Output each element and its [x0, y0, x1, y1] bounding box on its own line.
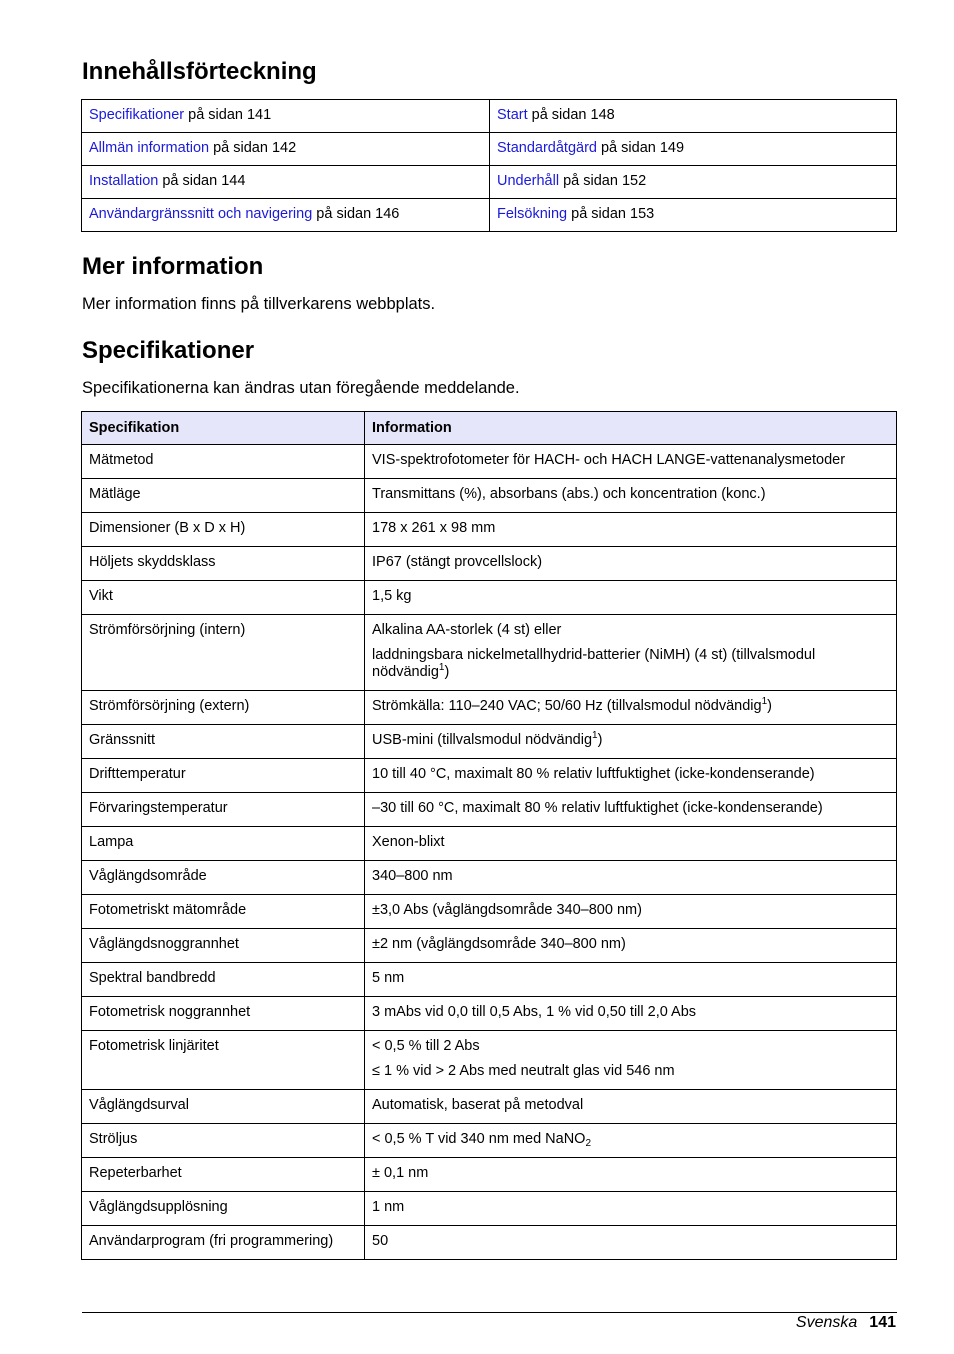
table-row [82, 1031, 897, 1090]
toc-page-ref: på sidan 152 [559, 173, 647, 190]
table-row [82, 1124, 897, 1158]
spec-info-cell [365, 1158, 897, 1192]
spec-info-cell [365, 691, 897, 725]
spec-info-text: ≤ 1 % vid > 2 Abs med neutralt glas vid 546 nm [372, 1063, 675, 1079]
specifications-table [81, 411, 897, 1260]
spec-name-cell: Våglängdsnoggrannhet [82, 929, 365, 963]
spec-info-text: ±2 nm (våglängdsområde 340–800 nm) [372, 936, 626, 952]
table-row [82, 759, 897, 793]
spec-info-cell [365, 997, 897, 1031]
spec-info-text: Strömkälla: 110–240 VAC; 50/60 Hz (tillvalsmodul nödvändig [372, 698, 762, 714]
spec-name-cell: Ströljus [82, 1124, 365, 1158]
spec-name-cell: Våglängdsurval [82, 1090, 365, 1124]
footnote-marker: 1 [761, 696, 768, 707]
spec-info-text: 50 [372, 1233, 389, 1249]
toc-row [82, 166, 897, 199]
spec-info-line [372, 936, 889, 953]
spec-name-cell: Förvaringstemperatur [82, 793, 365, 827]
spec-info-line [372, 1233, 889, 1250]
spec-info-cell [365, 1090, 897, 1124]
spec-info-text: Transmittans (%), absorbans (abs.) och koncentration (konc.) [372, 486, 766, 502]
spec-info-text: ± 0,1 nm [372, 1165, 429, 1181]
spec-info-cell [365, 615, 897, 691]
footer-language: Svenska [795, 1314, 858, 1331]
table-row [82, 1090, 897, 1124]
table-row [82, 793, 897, 827]
spec-info-cell [365, 929, 897, 963]
spec-info-cell [365, 479, 897, 513]
spec-info-line [372, 766, 889, 783]
spec-info-line [372, 622, 889, 639]
toc-row [82, 100, 897, 133]
table-row [82, 1226, 897, 1260]
toc-page-ref: på sidan 149 [596, 140, 685, 157]
table-row [82, 861, 897, 895]
spec-info-text: IP67 (stängt provcellslock) [372, 554, 543, 570]
spec-info-cell [365, 793, 897, 827]
spec-info-cell [365, 861, 897, 895]
toc-link[interactable]: Specifikationer [89, 107, 185, 124]
toc-row [82, 133, 897, 166]
page-number: 141 [869, 1314, 896, 1331]
spec-info-line [372, 1165, 889, 1182]
spec-name-cell: Fotometriskt mätområde [82, 895, 365, 929]
spec-info-line [372, 732, 889, 749]
spec-info-line [372, 1063, 889, 1080]
more-info-text: Mer information finns på tillverkarens webbplats. [82, 295, 436, 313]
toc-link[interactable]: Standardåtgärd [497, 140, 597, 157]
toc-link[interactable]: Felsökning [497, 206, 568, 223]
spec-info-cell [365, 1031, 897, 1090]
toc-page-ref: på sidan 146 [312, 206, 400, 223]
spec-name-cell: Strömförsörjning (intern) [82, 615, 365, 691]
spec-info-text: ±3,0 Abs (våglängdsområde 340–800 nm) [372, 902, 642, 918]
spec-info-line [372, 486, 889, 503]
spec-info-text: 340–800 nm [372, 868, 453, 884]
toc-cell [82, 199, 490, 232]
spec-info-text: < 0,5 % T vid 340 nm med NaNO [372, 1131, 586, 1147]
spec-info-text: 1,5 kg [372, 588, 412, 604]
column-header-information: Information [365, 412, 897, 445]
spec-name-cell: Våglängdsupplösning [82, 1192, 365, 1226]
spec-info-line [372, 970, 889, 987]
spec-info-text: Xenon-blixt [372, 834, 445, 850]
spec-info-text: USB-mini (tillvalsmodul nödvändig [372, 732, 593, 748]
toc-title: Innehållsförteckning [82, 58, 317, 85]
spec-info-line [372, 902, 889, 919]
spec-info-line [372, 1004, 889, 1021]
spec-name-cell: Vikt [82, 581, 365, 615]
toc-page-ref: på sidan 142 [209, 140, 297, 157]
table-row [82, 725, 897, 759]
spec-info-text: –30 till 60 °C, maximalt 80 % relativ luftfuktighet (icke-kondenserande) [372, 800, 823, 816]
toc-table [81, 99, 897, 232]
spec-info-line [372, 554, 889, 571]
spec-name-cell: Lampa [82, 827, 365, 861]
table-row [82, 479, 897, 513]
spec-info-line [372, 1097, 889, 1114]
spec-info-line [372, 520, 889, 537]
spec-info-text: 5 nm [372, 970, 405, 986]
toc-cell [82, 133, 490, 166]
spec-info-cell [365, 1124, 897, 1158]
spec-info-suffix: ) [444, 664, 450, 680]
spec-info-text: Alkalina AA-storlek (4 st) eller [372, 622, 562, 638]
footnote-marker: 1 [438, 662, 445, 673]
table-row [82, 615, 897, 691]
spec-info-line [372, 1038, 889, 1055]
spec-info-cell [365, 581, 897, 615]
spec-info-text: < 0,5 % till 2 Abs [372, 1038, 480, 1054]
table-header-row [82, 412, 897, 445]
toc-page-ref: på sidan 144 [158, 173, 246, 190]
spec-info-text: laddningsbara nickelmetallhydrid-batterier (NiMH) (4 st) (tillvalsmodul nödvändig [372, 647, 816, 680]
toc-row [82, 199, 897, 232]
spec-name-cell: Gränssnitt [82, 725, 365, 759]
table-row [82, 547, 897, 581]
specifications-title: Specifikationer [82, 337, 255, 364]
table-row [82, 445, 897, 479]
spec-info-cell [365, 895, 897, 929]
table-row [82, 827, 897, 861]
table-row [82, 1158, 897, 1192]
spec-info-suffix: ) [767, 698, 772, 714]
spec-info-line [372, 1131, 889, 1148]
spec-info-line [372, 834, 889, 851]
spec-info-cell [365, 445, 897, 479]
table-row [82, 963, 897, 997]
spec-info-line [372, 452, 889, 469]
spec-info-cell [365, 1192, 897, 1226]
toc-page-ref: på sidan 148 [527, 107, 615, 124]
spec-info-cell [365, 1226, 897, 1260]
footnote-marker: 1 [592, 730, 598, 741]
spec-name-cell: Fotometrisk noggrannhet [82, 997, 365, 1031]
toc-link[interactable]: Underhåll [497, 173, 560, 190]
spec-info-text: 3 mAbs vid 0,0 till 0,5 Abs, 1 % vid 0,50 till 2,0 Abs [372, 1004, 697, 1020]
table-row [82, 997, 897, 1031]
table-row [82, 513, 897, 547]
spec-name-cell: Användarprogram (fri programmering) [82, 1226, 365, 1260]
spec-info-suffix: ) [597, 732, 603, 748]
footer-divider [82, 1312, 897, 1313]
toc-cell [490, 166, 897, 199]
toc-cell [82, 166, 490, 199]
spec-name-cell: Våglängdsområde [82, 861, 365, 895]
toc-page-ref: på sidan 153 [567, 206, 655, 223]
subscript: 2 [585, 1138, 592, 1149]
spec-name-cell: Mätmetod [82, 445, 365, 479]
spec-info-line [372, 800, 889, 817]
spec-info-cell [365, 827, 897, 861]
spec-info-text: Automatisk, baserat på metodval [372, 1097, 584, 1113]
table-row [82, 895, 897, 929]
toc-cell [490, 133, 897, 166]
spec-info-text: 178 x 261 x 98 mm [372, 520, 496, 536]
spec-name-cell: Fotometrisk linjäritet [82, 1031, 365, 1090]
spec-info-cell [365, 963, 897, 997]
spec-name-cell: Spektral bandbredd [82, 963, 365, 997]
spec-info-cell [365, 547, 897, 581]
table-row [82, 1192, 897, 1226]
spec-name-cell: Repeterbarhet [82, 1158, 365, 1192]
table-row [82, 691, 897, 725]
column-header-specification: Specifikation [82, 412, 365, 445]
spec-info-text: VIS-spektrofotometer för HACH- och HACH LANGE-vattenanalysmetoder [372, 452, 846, 468]
spec-info-text: 10 till 40 °C, maximalt 80 % relativ luftfuktighet (icke-kondenserande) [372, 766, 815, 782]
spec-name-cell: Strömförsörjning (extern) [82, 691, 365, 725]
footer [796, 1313, 896, 1331]
toc-page-ref: på sidan 141 [184, 107, 272, 124]
specifications-intro: Specifikationerna kan ändras utan föregående meddelande. [82, 379, 520, 397]
toc-link[interactable]: Installation [89, 173, 159, 190]
spec-name-cell: Mätläge [82, 479, 365, 513]
toc-link[interactable]: Användargränssnitt och navigering [89, 206, 313, 223]
spec-info-line [372, 588, 889, 605]
spec-info-cell [365, 725, 897, 759]
spec-info-line [372, 698, 889, 715]
toc-cell [490, 100, 897, 133]
spec-info-cell [365, 759, 897, 793]
spec-name-cell: Höljets skyddsklass [82, 547, 365, 581]
spec-name-cell: Drifttemperatur [82, 759, 365, 793]
spec-info-line [372, 1199, 889, 1216]
table-row [82, 581, 897, 615]
spec-info-text: 1 nm [372, 1199, 405, 1215]
spec-info-line [372, 868, 889, 885]
toc-link[interactable]: Allmän information [89, 140, 210, 157]
toc-cell [490, 199, 897, 232]
spec-info-cell [365, 513, 897, 547]
table-row [82, 929, 897, 963]
toc-cell [82, 100, 490, 133]
spec-name-cell: Dimensioner (B x D x H) [82, 513, 365, 547]
toc-link[interactable]: Start [497, 107, 528, 124]
spec-info-line [372, 647, 889, 681]
more-info-title: Mer information [82, 253, 264, 280]
